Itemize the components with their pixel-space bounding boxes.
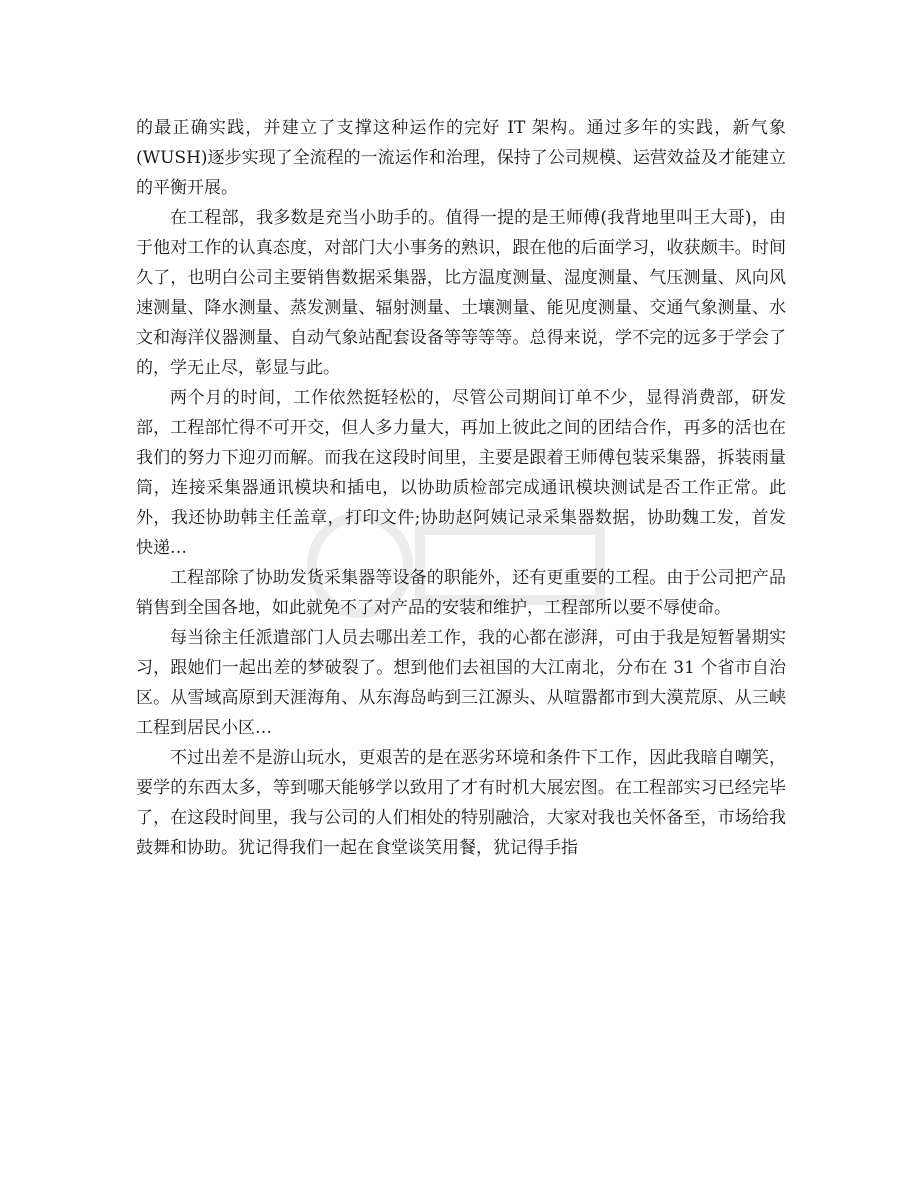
paragraph-3: 两个月的时间，工作依然挺轻松的，尽管公司期间订单不少，显得消费部，研发部，工程部忙得不可开交，但人多力量大，再加上彼此之间的团结合作，再多的活也在我们的努力下迎刃而解。而我在这段时间里，主要是跟着王师傅包装采集器，拆装雨量筒，连接采集器通讯模块和插电，以协助质检部完成通讯模块测试是否工作正常。此外，我还协助韩主任盖章，打印文件;协助赵阿姨记录采集器数据，协助魏工发，首发快递… — [136, 388, 786, 558]
paragraph-2: 在工程部，我多数是充当小助手的。值得一提的是王师傅(我背地里叫王大哥)，由于他对工作的认真态度，对部门大小事务的熟识，跟在他的后面学习，收获颇丰。时间久了，也明白公司主要销售数据采集器，比方温度测量、湿度测量、气压测量、风向风速测量、降水测量、蒸发测量、辐射测量、土壤测量、能见度测量、交通气象测量、水文和海洋仪器测量、自动气象站配套设备等等等等。总得来说，学不完的远多于学会了的，学无止尽，彰显与此。 — [136, 208, 786, 378]
document-body — [136, 113, 786, 863]
paragraph-4: 工程部除了协助发货采集器等设备的职能外，还有更重要的工程。由于公司把产品销售到全国各地，如此就免不了对产品的安装和维护，工程部所以要不辱使命。 — [136, 568, 786, 618]
paragraph-6: 不过出差不是游山玩水，更艰苦的是在恶劣环境和条件下工作，因此我暗自嘲笑，要学的东西太多，等到哪天能够学以致用了才有时机大展宏图。在工程部实习已经完毕了，在这段时间里，我与公司的人们相处的特别融洽，大家对我也关怀备至，市场给我鼓舞和协助。犹记得我们一起在食堂谈笑用餐，犹记得手指 — [136, 748, 786, 858]
paragraph-1: 的最正确实践，并建立了支撑这种运作的完好 IT 架构。通过多年的实践，新气象(WUSH)逐步实现了全流程的一流运作和治理，保持了公司规模、运营效益及才能建立的平衡开展。 — [136, 118, 786, 198]
paragraph-5: 每当徐主任派遣部门人员去哪出差工作，我的心都在澎湃，可由于我是短暂暑期实习，跟她们一起出差的梦破裂了。想到他们去祖国的大江南北，分布在 31 个省市自治区。从雪域高原到天涯海角、从东海岛屿到三江源头、从喧嚣都市到大漠荒原、从三峡工程到居民小区… — [136, 628, 786, 738]
